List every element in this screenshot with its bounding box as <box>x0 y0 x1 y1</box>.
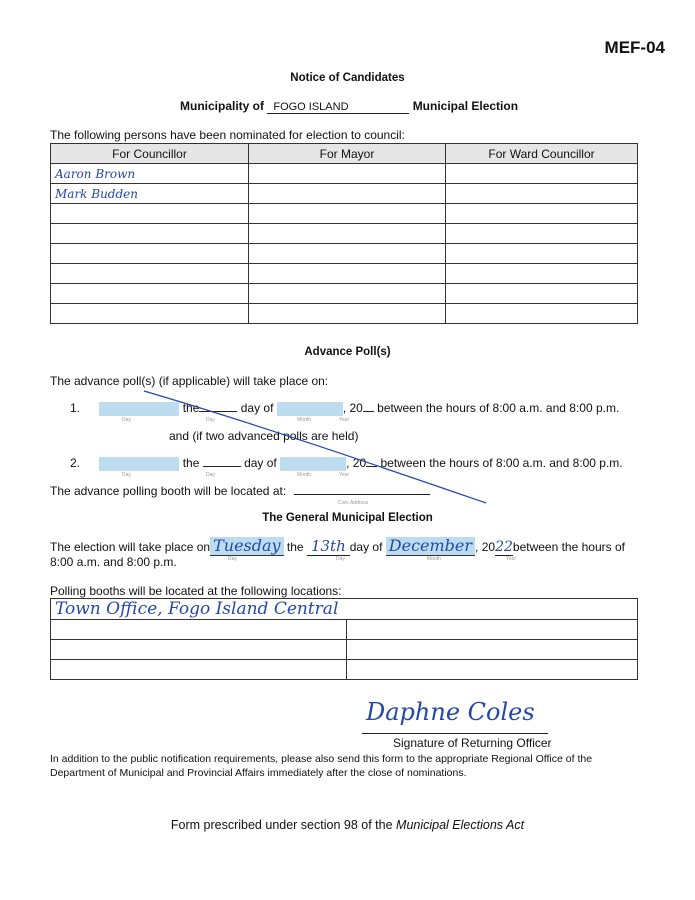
form-title: Notice of Candidates <box>290 72 405 84</box>
nominations-intro: The following persons have been nominated for election to council: <box>50 128 405 142</box>
polling-cell[interactable] <box>51 620 347 640</box>
advance-location-label: The advance polling booth will be located at: <box>50 484 287 498</box>
caption-year: Year <box>506 556 517 562</box>
table-row <box>51 304 638 324</box>
election-date-field[interactable]: 13th <box>307 537 350 556</box>
line1-day-of: day of <box>240 401 274 415</box>
caption-day: Day <box>206 472 215 478</box>
line2-hours: between the hours of 8:00 a.m. and 8:00 p.m. <box>380 456 623 470</box>
ward-cell[interactable] <box>446 184 638 204</box>
ward-cell[interactable] <box>446 164 638 184</box>
caption-day: Day <box>206 417 215 423</box>
signature-label: Signature of Returning Officer <box>393 736 552 750</box>
polling-cell[interactable] <box>51 640 347 660</box>
ward-cell[interactable] <box>446 304 638 324</box>
polling-cell[interactable] <box>347 660 638 680</box>
councillor-cell[interactable] <box>51 204 249 224</box>
polling-location-1[interactable]: Town Office, Fogo Island Central <box>51 599 638 620</box>
election-lead: The election will take place on <box>50 540 211 554</box>
table-row <box>51 660 638 680</box>
table-row <box>51 284 638 304</box>
election-year-field[interactable]: 22 <box>495 539 513 555</box>
election-month-field[interactable]: December <box>386 537 475 556</box>
table-row <box>51 620 638 640</box>
table-row <box>51 599 638 620</box>
table-row <box>51 264 638 284</box>
two-polls-note: and (if two advanced polls are held) <box>169 429 359 443</box>
ward-cell[interactable] <box>446 264 638 284</box>
line1-number: 1. <box>70 401 81 415</box>
line1-year-prefix: , 20 <box>342 401 363 415</box>
caption-civic-address: Civic Address <box>338 500 369 506</box>
ward-cell[interactable] <box>446 284 638 304</box>
councillor-cell[interactable] <box>51 224 249 244</box>
advance-poll-intro: The advance poll(s) (if applicable) will take place on: <box>50 374 329 388</box>
ward-cell[interactable] <box>446 244 638 264</box>
polling-cell[interactable] <box>347 620 638 640</box>
footer-text: Form prescribed under section 98 of the <box>170 818 393 832</box>
polling-cell[interactable] <box>347 640 638 660</box>
line2-number: 2. <box>70 456 81 470</box>
caption-month: Month <box>297 417 311 423</box>
municipality-prefix: Municipality of <box>180 99 264 113</box>
signature-handwriting: Daphne Coles <box>366 698 535 726</box>
header-mayor: For Mayor <box>249 144 446 164</box>
line2-the: the <box>182 456 200 470</box>
caption-day: Day <box>228 556 237 562</box>
councillor-name-1[interactable]: Aaron Brown <box>51 164 249 184</box>
footer <box>0 818 695 832</box>
election-date-line <box>50 537 625 556</box>
polling-table <box>50 598 638 680</box>
table-row <box>51 204 638 224</box>
line2-year-prefix: , 20 <box>346 456 367 470</box>
polling-label: Polling booths will be located at the following locations: <box>50 584 342 598</box>
councillor-name-2[interactable]: Mark Budden <box>51 184 249 204</box>
table-row <box>51 224 638 244</box>
councillor-cell[interactable] <box>51 264 249 284</box>
councillor-cell[interactable] <box>51 304 249 324</box>
line2-day-of: day of <box>244 456 277 470</box>
caption-year: Year <box>339 472 350 478</box>
caption-day: Day <box>336 556 345 562</box>
header-ward-councillor: For Ward Councillor <box>446 144 638 164</box>
header-councillor: For Councillor <box>51 144 249 164</box>
mayor-cell[interactable] <box>249 164 446 184</box>
candidates-table <box>50 143 638 324</box>
line1-hours: between the hours of 8:00 a.m. and 8:00 p.m. <box>377 401 620 415</box>
mayor-cell[interactable] <box>249 264 446 284</box>
form-id: MEF-04 <box>604 38 665 57</box>
mayor-cell[interactable] <box>249 284 446 304</box>
mayor-cell[interactable] <box>249 184 446 204</box>
election-hours-b: 8:00 a.m. and 8:00 p.m. <box>50 555 177 569</box>
table-row <box>51 244 638 264</box>
general-election-heading: The General Municipal Election <box>262 512 433 524</box>
signature-line <box>362 733 548 734</box>
caption-month: Month <box>297 472 311 478</box>
mayor-cell[interactable] <box>249 304 446 324</box>
mayor-cell[interactable] <box>249 244 446 264</box>
notice-text: In addition to the public notification requirements, please also send this form to the appropriate Regional Office of the Department of Municipal and Provincial Affairs immediately after the close of nominations. <box>50 753 593 779</box>
table-row <box>51 640 638 660</box>
municipality-suffix: Municipal Election <box>412 99 519 113</box>
election-year-prefix: , 20 <box>475 540 496 554</box>
table-row <box>51 184 638 204</box>
ward-cell[interactable] <box>446 224 638 244</box>
strike-through-line <box>140 385 500 510</box>
caption-month: Month <box>427 556 441 562</box>
advance-poll-heading: Advance Poll(s) <box>304 346 391 358</box>
mayor-cell[interactable] <box>249 224 446 244</box>
ward-cell[interactable] <box>446 204 638 224</box>
election-day-of: day of <box>349 540 383 554</box>
municipality-name[interactable]: FOGO ISLAND <box>267 101 409 114</box>
polling-cell[interactable] <box>51 660 347 680</box>
municipality-line <box>180 99 518 114</box>
caption-day: Day <box>122 472 131 478</box>
mayor-cell[interactable] <box>249 204 446 224</box>
caption-day: Day <box>122 417 131 423</box>
election-day-field[interactable]: Tuesday <box>210 537 283 556</box>
councillor-cell[interactable] <box>51 244 249 264</box>
election-hours-a: between the hours of <box>512 540 625 554</box>
table-row <box>51 164 638 184</box>
line1-the: the <box>182 401 200 415</box>
councillor-cell[interactable] <box>51 284 249 304</box>
election-the: the <box>286 540 304 554</box>
footer-act: Municipal Elections Act <box>396 818 525 832</box>
caption-year: Year <box>339 417 350 423</box>
